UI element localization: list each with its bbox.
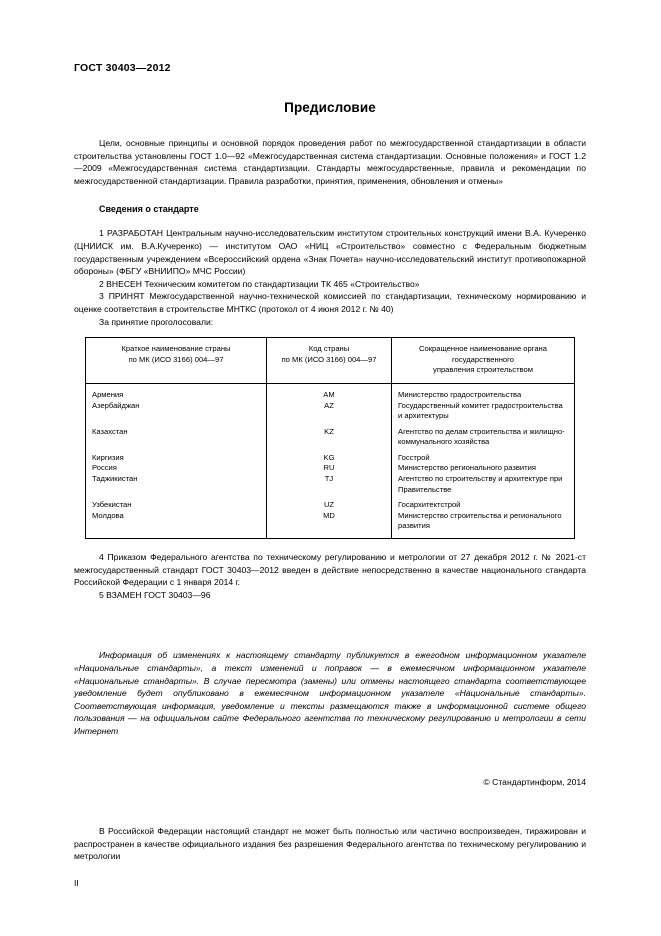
column-header-country-line2: по МК (ИСО 3166) 004—97 (128, 354, 224, 364)
cell-organization: Министерство строительства и регионального развития (392, 511, 575, 539)
changes-notice-paragraph: Информация об изменениях к настоящему стандарту публикуется в ежегодном информационном указателе «Национальные стандарты», а текст изменений и поправок — в ежемесячном информационном указателе «Национальные стандарты». В случае пересмотра (замены) или отмены настоящего стандарта соответствующее уведомление будет опубликовано в ежемесячном информационном указателе «Национальные стандарты». Соответствующая информация, уведомление и тексты размещаются также в информационной системе общего пользования — на официальном сайте Федерального агентства по техническому регулированию и метрологии в сети Интернет (74, 650, 586, 736)
copyright-block (74, 777, 586, 787)
table-header-row (86, 338, 575, 384)
standard-info-item-1: 1 РАЗРАБОТАН Центральным научно-исследовательским институтом строительных конструкций имени В.А. Кучеренко (ЦНИИСК им. В.А.Кучеренко) — институтом ОАО «НИЦ «Строительство» совместно с Федеральным бюджетным государственным учреждением «Всероссийский ордена «Знак Почета» научно-исследовательский институт противопожарной обороны» (ФБГУ «ВНИИПО» МЧС России) (74, 228, 586, 277)
standard-info-item-4: 4 Приказом Федерального агентства по техническому регулированию и метрологии от 27 декабря 2012 г. № 2021-ст межгосударственный стандарт ГОСТ 30403—2012 введен в действие непосредственно в качестве национального стандарта Российской Федерации с 1 января 2014 г. (74, 552, 586, 588)
standard-info-item-5: 5 ВЗАМЕН ГОСТ 30403—96 (99, 589, 211, 600)
cell-country: Киргизия (86, 453, 267, 464)
cell-organization: Государственный комитет градостроительства и архитектуры (392, 401, 575, 422)
table-row (86, 427, 575, 448)
column-header-code (267, 338, 392, 384)
cell-code: MD (267, 511, 392, 539)
cell-code: KG (267, 453, 392, 464)
table-row (86, 401, 575, 422)
column-header-organization (392, 338, 575, 384)
table-row (86, 463, 575, 474)
page-number: II (74, 878, 79, 888)
column-header-country-line1: Краткое наименование страны (121, 344, 231, 354)
cell-country: Таджикистан (86, 474, 267, 495)
column-header-organization-line1: Сокращенное наименование органа государственного (419, 344, 547, 364)
cell-organization: Госстрой (392, 453, 575, 464)
cell-organization: Министерство регионального развития (392, 463, 575, 474)
cell-country: Азербайджан (86, 401, 267, 422)
cell-organization: Министерство градостроительства (392, 383, 575, 400)
column-header-code-line2: по МК (ИСО 3166) 004—97 (281, 354, 377, 364)
page-content (74, 62, 586, 738)
table-row (86, 383, 575, 400)
standard-info-item-2: 2 ВНЕСЕН Техническим комитетом по стандартизации ТК 465 «Строительство» (99, 278, 420, 289)
cell-code: AM (267, 383, 392, 400)
cell-organization: Агентство по делам строительства и жилищно-коммунального хозяйства (392, 427, 575, 448)
voting-countries-table (85, 337, 575, 539)
table-row (86, 453, 575, 464)
standard-info-heading: Сведения о стандарте (99, 204, 199, 215)
cell-country: Молдова (86, 511, 267, 539)
page-title: Предисловие (284, 100, 376, 115)
table-header (86, 338, 575, 384)
reproduction-notice: В Российской Федерации настоящий стандарт не может быть полностью или частично воспроизведен, тиражирован и распространен в качестве официального издания без разрешения Федерального агентства по техническому регулированию и метрологии (74, 826, 586, 862)
reproduction-block (74, 825, 586, 863)
table-row (86, 474, 575, 495)
cell-organization: Госархитектстрой (392, 500, 575, 511)
table-row (86, 500, 575, 511)
cell-code: UZ (267, 500, 392, 511)
table-body (86, 383, 575, 538)
cell-code: AZ (267, 401, 392, 422)
intro-paragraph: Цели, основные принципы и основной порядок проведения работ по межгосударственной стандартизации в области строительства установлены ГОСТ 1.0—92 «Межгосударственная система стандартизации. Основные положения» и ГОСТ 1.2—2009 «Межгосударственная система стандартизации. Стандарты межгосударственные, правила и рекомендации по межгосударственной стандартизации. Правила разработки, принятия, применения, обновления и отмены» (74, 138, 586, 186)
copyright-text: © Стандартинформ, 2014 (483, 777, 586, 787)
vote-line: За принятие проголосовали: (99, 316, 214, 327)
standard-number: ГОСТ 30403—2012 (74, 62, 171, 74)
folio-block (74, 878, 586, 888)
standard-info-item-3: 3 ПРИНЯТ Межгосударственной научно-технической комиссией по стандартизации, техническому нормированию и оценке соответствия в строительстве МНТКС (протокол от 4 июня 2012 г. № 40) (74, 291, 586, 314)
cell-country: Россия (86, 463, 267, 474)
cell-code: TJ (267, 474, 392, 495)
cell-organization: Агентство по строительству и архитектуре при Правительстве (392, 474, 575, 495)
cell-code: KZ (267, 427, 392, 448)
cell-country: Армения (86, 383, 267, 400)
column-header-organization-line2: управления строительством (433, 365, 533, 375)
cell-country: Узбекистан (86, 500, 267, 511)
cell-country: Казахстан (86, 427, 267, 448)
column-header-country (86, 338, 267, 384)
table-row (86, 511, 575, 539)
cell-code: RU (267, 463, 392, 474)
column-header-code-line1: Код страны (308, 344, 350, 354)
